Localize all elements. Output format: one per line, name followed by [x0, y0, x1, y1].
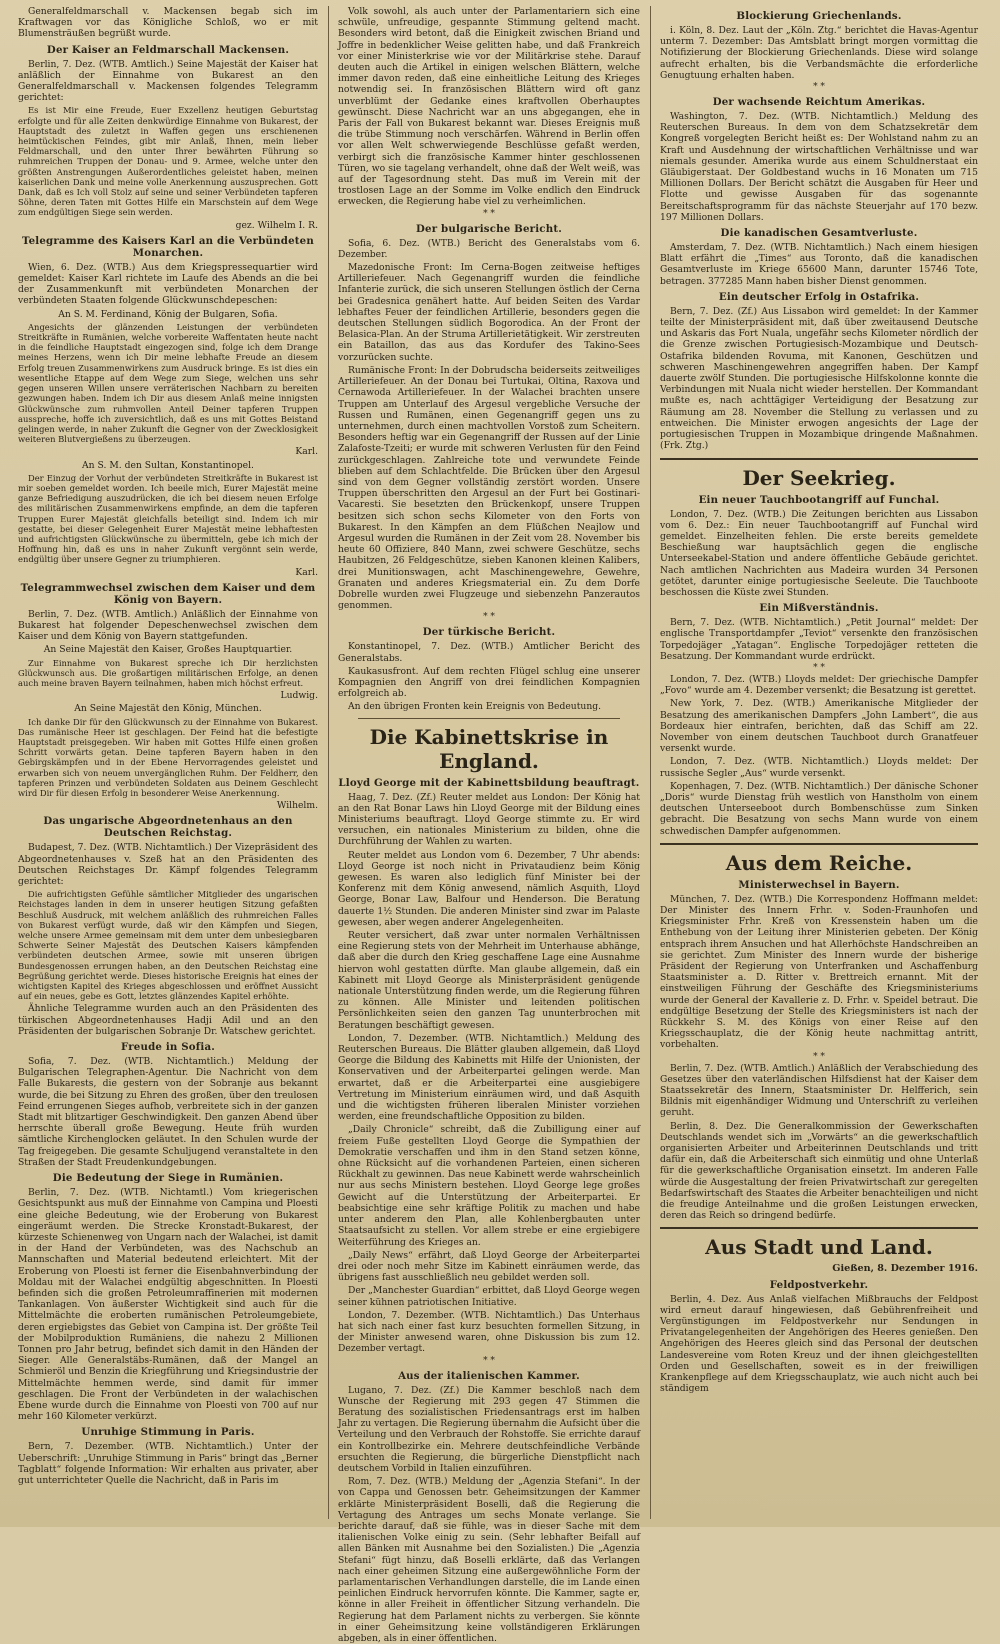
article-paragraph: London, 7. Dezember. (WTB. Nichtamtlich.) Das Unterhaus hat sich nach einer fast kurz besuchten formellen Sitzung, in der Minister anwesend waren, ohne Diskussion bis zum 12. Dezember vertagt.	[338, 1309, 640, 1355]
article-paragraph: Bern, 7. Dezember. (WTB. Nichtamtlich.) Unter der Ueberschrift: „Unruhige Stimmung in Paris“ bringt das „Berner Tagblatt“ folgende Information: Wir erhalten aus privater, aber gut unterrichteter Quelle die Nachricht, daß in Paris im	[18, 1441, 318, 1486]
quoted-telegram: Der Einzug der Vorhut der verbündeten Streitkräfte in Bukarest ist mir soeben gemeldet worden. Ich beeile mich, Eurer Majestät meine ganze Befriedigung auszudrücken, die ich bei diesem neuen Erfolge des militärischen Zusammenwirkens empfinde, an dem die tapferen Truppen Eurer Majestät gleichfalls beteiligt sind. Indem ich mir gestatte, bei dieser Gelegenheit Eurer Majestät meine lebhaftesten und aufrichtigsten Glückwünsche zu übermitteln, gebe ich mich der Hoffnung hin, daß es uns in naher Zukunft vergönnt sein werde, endgültig über unsere Gegner zu triumphieren.	[18, 472, 318, 565]
address-line: An Seine Majestät den Kaiser, Großes Hauptquartier.	[43, 644, 293, 656]
article-headline: Unruhige Stimmung in Paris.	[81, 1426, 255, 1439]
separator-asterisks: * *	[483, 208, 495, 219]
article-headline: Der wachsende Reichtum Amerikas.	[712, 96, 926, 109]
article-paragraph: Ähnliche Telegramme wurden auch an den Präsidenten des türkischen Abgeordnetenhauses Hadji Adil und an den Präsidenten der bulgarischen Sobranje Dr. Watschew gerichtet.	[18, 1003, 318, 1037]
section-headline: Der Seekrieg.	[742, 465, 896, 490]
article-paragraph: Rumänische Front: In der Dobrudscha beiderseits zeitweiliges Artilleriefeuer. An der Donau bei Turtukai, Oltina, Raxova und Cernawoda Artilleriefeuer. In der Walachei brachten unsere Truppen am Unterlauf des Argesul vergebliche Versuche der Russen und Rumänen, einen Gegenangriff gegen uns zu unternehmen, durch einen machtvollen Vorstoß zum Scheitern. Besonders heftig war ein Gegenangriff der Russen auf der Linie Zalafoste-Tzeiti; er wurde mit schweren Verlusten für den Feind zurückgeschlagen. Zahlreiche tote und verwundete Feinde blieben auf dem Schlachtfelde. Die Brücken über den Argesul sind von dem Gegner vollständig zerstört worden. Unsere Truppen überschritten den Argesul an der Furt bei Gostinari-Vacaresti. Sie besetzten den Brückenkopf, unsere Truppen besitzen sich schon sechs Kilometer von den Forts von Bukarest. In den Kämpfen an dem Flüßchen Neajlow und Argesul wurden die Rumänen in der Zeit vom 28. November bis heute 60 Offiziere, 840 Mann, zwei schwere Geschütze, sechs Haubitzen, 26 Feldgeschütze, sieben Kanonen kleinen Kalibers, drei Munitionswagen, acht Maschinengewehre, Gewehre, Granaten und anderes Kriegsmaterial ein. Zu dem Dorfe Dobrelle wurden zwei Flugzeuge und siebenzehn Panzerautos genommen.	[338, 364, 640, 612]
article-headline: Die Bedeutung der Siege in Rumänien.	[52, 1172, 284, 1185]
section-headline: Aus dem Reiche.	[725, 850, 913, 875]
signature-line: Karl.	[295, 566, 318, 578]
article-paragraph: New York, 7. Dez. (WTB.) Amerikanische Mitglieder der Besatzung des amerikanischen Dampfers „John Lambert“, die aus Bordeaux hier eintrafen, berichten, daß das Schiff am 22. November von einem deutschen Tauchboot durch Granatfeuer versenkt wurde.	[660, 698, 978, 755]
column-divider-2	[650, 6, 651, 1519]
article-paragraph: Reuter versichert, daß zwar unter normalen Verhältnissen eine Regierung stets von der Mehrheit im Unterhause abhänge, daß aber die durch den Krieg geschaffene Lage eine Ausnahme hiervon wohl gestatten dürfte. Man glaube allgemein, daß ein Kabinett mit Lloyd George als Ministerpräsident genügende nationale Unterstützung finden werde, um die Regierung führen zu können. Alle Minister und leitenden politischen Persönlichkeiten seien den ganzen Tag ununterbrochen mit Beratungen beschäftigt gewesen.	[338, 930, 640, 1031]
article-paragraph: Budapest, 7. Dez. (WTB. Nichtamtlich.) Der Vizepräsident des Abgeordnetenhauses v. Szeß hat an den Präsidenten des Deutschen Reichstages Dr. Kämpf folgendes Telegramm gerichtet:	[18, 842, 318, 888]
article-headline: Ein Mißverständnis.	[759, 602, 879, 615]
quoted-telegram: Ich danke Dir für den Glückwunsch zu der Einnahme von Bukarest. Das rumänische Heer ist geschlagen. Der Feind hat die befestigte Hauptstadt preisgegeben. Wir haben mit Gottes Hilfe einen großen Schritt vorwärts getan. Deine tapferen Bayern haben in den Gebirgskämpfen und in der Ebene Hervorragendes geleistet und erwarben sich von neuem unvergänglichen Ruhm. Der Feldherr, den tapferen Prinzen und verbündeten Soldaten aus Deinem Geschlecht wird Dir für diesen Erfolg in besonderer Weise Anerkennung.	[18, 716, 318, 798]
article-paragraph: Wien, 6. Dez. (WTB.) Aus dem Kriegspressequartier wird gemeldet: Kaiser Karl richtete im Laufe des Abends an die bei der Zusammenkunft mit verbündeten Monarchen der verbündeten Staaten folgende Glückwunschdepeschen:	[18, 261, 318, 307]
signature-line: Wilhelm.	[276, 800, 318, 812]
article-paragraph: London, 7. Dez. (WTB.) Lloyds meldet: Der griechische Dampfer „Fovo“ wurde am 4. Dezember versenkt; die Besatzung ist gerettet.	[660, 673, 978, 697]
article-paragraph: An den übrigen Fronten kein Ereignis von Bedeutung.	[348, 701, 602, 713]
column-1	[18, 6, 318, 1521]
address-line: An S. M. den Sultan, Konstantinopel.	[82, 459, 254, 471]
article-headline: Ein neuer Tauchbootangriff auf Funchal.	[698, 493, 940, 506]
address-line: An S. M. Ferdinand, König der Bulgaren, Sofia.	[58, 308, 278, 320]
separator-asterisks: * *	[813, 1051, 825, 1062]
article-headline: Ministerwechsel in Bayern.	[738, 878, 900, 891]
column-2	[338, 6, 640, 1644]
section-headline: Die Kabinettskrise in England.	[369, 724, 609, 773]
article-headline: Der bulgarische Bericht.	[416, 222, 562, 235]
article-paragraph: Lugano, 7. Dez. (Zf.) Die Kammer beschloß nach dem Wunsche der Regierung mit 293 gegen 47 Stimmen die Beratung des sozialistischen Friedensantrags erst im halben Jahr zu vertagen. Die Regierung übernahm die Aufsicht über die Verteilung und den Verbrauch der Rohstoffe. Sie errichte darauf ein Kontrollbezirke ein. Mehrere deutschfeindliche Verbände ersuchten die Regierung, die bürgerliche Dienstpflicht nach deutschem Vorbild in Italien einzuführen.	[338, 1384, 640, 1474]
article-headline: Telegrammwechsel zwischen dem Kaiser und dem König von Bayern.	[20, 581, 316, 606]
article-paragraph: Der „Manchester Guardian“ erbittet, daß Lloyd George wegen seiner kühnen patriotischen Initiative.	[338, 1285, 640, 1308]
article-paragraph: Sofia, 6. Dez. (WTB.) Bericht des Generalstabs vom 6. Dezember.	[338, 237, 640, 260]
article-paragraph: Reuter meldet aus London vom 6. Dezember, 7 Uhr abends: Lloyd George ist noch nicht in Privataudienz beim König gewesen. Es waren also lediglich fünf Minister bei der Konferenz mit dem König anwesend, nämlich Asquith, Lloyd George, Bonar Law, Balfour und Henderson. Die Beratung dauerte 1½ Stunden. Die anderen Minister sind zwar im Palaste gewesen, aber wegen anderer Angelegenheiten.	[338, 849, 640, 928]
section-divider	[660, 1227, 978, 1229]
signature-line: Karl.	[295, 446, 318, 458]
article-paragraph: London, 7. Dezember. (WTB. Nichtamtlich.) Meldung des Reuterschen Bureaus. Die Blätter glauben allgemein, daß Lloyd George die Bildung des Kabinetts mit Hilfe der Unionisten, der Konservativen und der Arbeiterpartei gelingen werde. Man erwartet, daß er die Arbeiterpartei eine ausgiebigere Vertretung im Ministerium einräumen wird, und daß Asquith und die wichtigsten früheren liberalen Minister vorziehen werden, eine freundschaftliche Opposition zu bilden.	[338, 1032, 640, 1123]
thin-divider	[358, 718, 620, 719]
article-paragraph: Berlin, 7. Dez. (WTB. Amtlich.) Seine Majestät der Kaiser hat anläßlich der Einnahme von Bukarest an den Generalfeldmarschall v. Mackensen folgendes Telegramm gerichtet:	[18, 58, 318, 104]
article-paragraph: Rom, 7. Dez. (WTB.) Meldung der „Agenzia Stefani“. In der von Cappa und Genossen betr. Geheimsitzungen der Kammer erklärte Ministerpräsident Boselli, daß die Regierung die Vertagung des Antrages um sechs Monate verlange. Sie berichte darauf, daß sie fühle, was in dieser Sache mit dem italienischen Volke einig zu sein. (Sehr lebhafter Beifall auf allen Bänken mit Ausnahme bei den Sozialisten.) Die „Agenzia Stefani“ fügt hinzu, daß Boselli erklärte, daß das Verlangen nach einer geheimen Sitzung eine außergewöhnliche Form der parlamentarischen Verhandlungen darstelle, die im Lande einen peinlichen Eindruck hervorrufen könnte. Die Kammer, sagte er, könne in aller Freiheit in öffentlicher Sitzung verhandeln. Die Regierung hat dem Parlament nichts zu verbergen. Sie könnte in einer Geheimsitzung keine vollständigeren Erklärungen abgeben, als in einer öffentlichen.	[338, 1476, 640, 1644]
article-headline: Der Kaiser an Feldmarschall Mackensen.	[46, 43, 290, 56]
article-headline: Lloyd George mit der Kabinettsbildung beauftragt.	[338, 776, 640, 789]
section-divider	[660, 843, 978, 845]
separator-asterisks: * *	[813, 82, 825, 93]
article-paragraph: Berlin, 8. Dez. Die Generalkommission der Gewerkschaften Deutschlands wendet sich im „Vorwärts“ an die gewerkschaftlich organisierten Arbeiter und Arbeiterinnen Deutschlands und tritt dafür ein, daß die Arbeiterschaft sich einmütig und ohne Unterlaß für die gewerkschaftliche Organisation einsetzt. Im anderen Falle würde die Ausgestaltung der freien Privatwirtschaft zur geregelten Bedarfswirtschaft des Staates die Arbeiter benachteiligen und nicht die freudige Anteilnahme und die großen Leistungen erwecken, deren das Reich so dringend bedürfe.	[660, 1120, 978, 1222]
article-headline: Freude in Sofia.	[120, 1041, 216, 1054]
column-divider-1	[328, 6, 329, 1519]
article-headline: Die kanadischen Gesamtverluste.	[720, 227, 918, 240]
article-headline: Ein deutscher Erfolg in Ostafrika.	[718, 290, 920, 303]
article-paragraph: Mazedonische Front: Im Cerna-Bogen zeitweise heftiges Artilleriefeuer. Nach Gegenangriff wurden die feindliche Infanterie zurück, die sich unseren Stellungen östlich der Cerna bei Gradesnica genähert hatte. Auf beiden Seiten des Vardar lebhaftes Feuer der feindlichen Artillerie, besonders gegen die deutschen Stellungen südlich Bogorodica. An der Front der Belasica-Plan. An der Struma Artillerietätigkeit. Wir zerstreuten ein Bataillon, das aus das Kordufer des Takino-Sees vorzurücken suchte.	[338, 262, 640, 363]
signature-line: Ludwig.	[280, 690, 318, 702]
article-paragraph: i. Köln, 8. Dez. Laut der „Köln. Ztg.“ berichtet die Havas-Agentur unterm 7. Dezember: Das Amtsblatt bringt morgen vormittag die Notifizierung der Blockierung Griechenlands. Diese wird solange aufrecht erhalten, bis die Verbandsmächte die erforderliche Genugtuung erhalten haben.	[660, 25, 978, 81]
article-paragraph: „Daily Chronicle“ schreibt, daß die Zubilligung einer auf freiem Fuße gestellten Lloyd George die Sympathien der Demokratie verschaffen und ihm in den Stand setzen könne, ohne Rücksicht auf die vorhandenen Parteien, einen sicheren Rückhalt zu gewinnen. Das neue Kabinett werde wahrscheinlich nur aus sechs Ministern bestehen. Lloyd George lege großes Gewicht auf die Unterstützung der Arbeiterpartei. Er beabsichtige eine sehr kräftige Politik zu machen und habe unter anderem den Plan, alle Kohlenbergbauten unter Staatsaufsicht zu stellen. Vor allem strebe er eine ergiebigere Weiterführung des Krieges an.	[338, 1124, 640, 1248]
article-paragraph: Haag, 7. Dez. (Zf.) Reuter meldet aus London: Der König hat an den Rat Bonar Laws hin Lloyd George mit der Bildung eines Ministeriums beauftragt. Lloyd George stimmte zu. Er wird versuchen, ein nationales Ministerium zu bilden, ohne die Durchführung der Wahlen zu warten.	[338, 791, 640, 848]
article-headline: Feldpostverkehr.	[769, 1278, 869, 1291]
dateline: Gießen, 8. Dezember 1916.	[832, 1263, 978, 1275]
signature-line: gez. Wilhelm I. R.	[235, 219, 318, 231]
quoted-telegram: Angesichts der glänzenden Leistungen der verbündeten Streitkräfte in Rumänien, welche vorbereite Waffentaten heute nacht in die feindliche Hauptstadt eingezogen sind, folge ich dem Drange meines Herzens, wenn ich Dir meine lebhafte Freude an diesem Erfolg treuen Zusammenwirkens zum Ausdruck bringe. Es ist dies ein wesentliche Etappe auf dem Wege zum Siege, welchen uns sehr gegen unseren Willen unsere verräterischen Nachbarn zu bereiten gezwungen haben. Indem ich Dir aus diesem Anlaß meine innigsten Glückwünsche zum ruhmvollen Anteil Deiner tapferen Truppen ausspreche, hoffe ich zuversichtlich, daß es uns mit Gottes Beistand gelingen werde, in naher Zukunft die Gegner von der Zwecklosigkeit weiteren Blutvergießens zu überzeugen.	[18, 321, 318, 445]
article-paragraph: Bern, 7. Dez. (WTB. Nichtamtlich.) „Petit Journal“ meldet: Der englische Transportdampfer „Teviot“ versenkte den französischen Torpedojäger „Yatagan“. Englische Torpedojäger retteten die Besatzung. Der Kommandant wurde erdrückt.	[660, 617, 978, 662]
article-paragraph: Konstantinopel, 7. Dez. (WTB.) Amtlicher Bericht des Generalstabs.	[338, 641, 640, 664]
article-paragraph: Amsterdam, 7. Dez. (WTB. Nichtamtlich.) Nach einem hiesigen Blatt erfährt die „Times“ aus Toronto, daß die kanadischen Gesamtverluste im Kriege 65600 Mann, darunter 15746 Tote, betragen. 377285 Mann haben bisher Dienst genommen.	[660, 242, 978, 287]
article-paragraph: Volk sowohl, als auch unter der Parlamentariern sich eine schwüle, unfreudige, gespannte Stimmung geltend macht. Besonders wird betont, daß die Einigkeit zwischen Briand und Joffre in bedenklicher Weise gelitten habe, und daß Frankreich vor einer Ministerkrise wie vor der Militärkrise stehe. Darauf deuten auch die Artikel in einigen welschen Blättern, welche immer davon reden, daß eine einheitliche Leitung des Krieges notwendig sei. In französischen Blättern wird oft ganz unverblümt der Gedanke eines kraftvollen Oberhauptes gewünscht. Diese Nachricht war an uns abgegangen, ehe in Paris der Fall von Bukarest bekannt war. Dieses Ereignis muß die trübe Stimmung noch verschärfen. Während in Berlin offen vor allen Welt schwerwiegende Beschlüsse gefaßt werden, verbirgt sich die französische Kammer hinter geschlossenen Türen, wo sie tagelang verhandelt, ohne daß der Welt weiß, was auf der Tagesordnung steht. Das muß im Verein mit der trostlosen Lage an der Somme im Volke endlich den Eindruck erwecken, die Regierung habe viel zu verheimlichen.	[338, 6, 640, 208]
article-paragraph: London, 7. Dez. (WTB. Nichtamtlich.) Lloyds meldet: Der russische Segler „Aus“ wurde versenkt.	[660, 756, 978, 779]
article-paragraph: Bern, 7. Dez. (Zf.) Aus Lissabon wird gemeldet: In der Kammer teilte der Ministerpräsident mit, daß über zweitausend Deutsche und Askaris das Fort Nuala, ungefähr sechs Kilometer nördlich der die Grenze zwischen Portugiesisch-Mozambique und Deutsch-Ostafrika bildenden Rovuma, mit Kanonen, Geschützen und schweren Maschinengewehren angegriffen haben. Der Kampf dauerte zwölf Stunden. Die portugiesische Hilfskolonne konnte die Verbindungen mit Nuala nicht wieder herstellen. Der Kommandant mußte es, nach achttägiger Verteidigung der Besatzung zur Räumung am 28. November die Stellung zu verlassen und zu entweichen. Die Minister erwogen angesichts der Lage der portugiesischen Truppen in Mozambique dringende Maßnahmen. (Frk. Ztg.)	[660, 305, 978, 452]
article-headline: Blockierung Griechenlands.	[736, 10, 902, 22]
article-headline: Der türkische Bericht.	[422, 626, 556, 639]
article-paragraph: München, 7. Dez. (WTB.) Die Korrespondenz Hoffmann meldet: Der Minister des Innern Frhr. v. Soden-Fraunhofen und Kriegsminister Frhr. Kreß von Kressenstein haben um die Enthebung von der Leitung ihrer Ministerien gebeten. Der König entsprach ihrem Ansuchen und hat Allerhöchste Handschreiben an sie gerichtet. Zum Minister des Innern wurde der bisherige Präsident der Regierung von Unterfranken und Aschaffenburg Staatsminister a. D. Ritter v. Brettreich ernannt. Mit der einstweiligen Führung der Geschäfte des Kriegsministeriums wurde der General der Kavallerie z. D. Frhr. v. Speidel betraut. Die endgültige Besetzung der Stelle des Kriegsministers ist nach der Rückkehr S. M. des Königs von einer Reise auf den Kriegsschauplatz, die der König heute nachmittag antritt, vorbehalten.	[660, 893, 978, 1051]
separator-asterisks: * *	[483, 612, 495, 623]
article-paragraph: Berlin, 4. Dez. Aus Anlaß vielfachen Mißbrauchs der Feldpost wird erneut darauf hingewiesen, daß Gebührenfreiheit und Vergünstigungen im Feldpostverkehr nur Sendungen in Privatangelegenheiten der Angehörigen des Heeres genießen. Den Angehörigen des Heeres gleich sind das Personal der deutschen Landesvereine vom Roten Kreuz und der ihnen gleichgestellten Orden und Gesellschaften, soweit es in der freiwilligen Krankenpflege auf dem Kriegsschauplatz, wie auch nicht auch bei ständigem	[660, 1293, 978, 1395]
article-paragraph: Berlin, 7. Dez. (WTB. Amtlich.) Anläßlich der Verabschiedung des Gesetzes über den vaterländischen Hilfsdienst hat der Kaiser dem Staatssekretär des Innern, Staatsminister Dr. Helfferich, sein Bildnis mit eigenhändiger Widmung und Unterschrift zu verleihen geruht.	[660, 1062, 978, 1119]
quoted-telegram: Die aufrichtigsten Gefühle sämtlicher Mitglieder des ungarischen Reichstages landen in dem in unserer heutigen Sitzung gefaßten Beschluß Ausdruck, mit welchem anläßlich des ruhmreichen Falles von Bukarest verfügt wurde, daß wir den Kämpfen und Siegen, welche unsere Armee gemeinsam mit dem unter dem unbesiegbaren Schwerte Seiner Majestät des Deutschen Kaisers kämpfenden verbündeten deutschen Armee, sowie mit unseren übrigen Bundesgenossen errungen haben, an den Deutschen Reichstag eine Begrüßung gerichtet werde. Dieses historische Ereignis hat eines der wichtigsten Kapitel des Krieges abgeschlossen und eröffnet Aussicht auf ein neues, gebe es Gott, letztes glänzendes Kapitel erhöhte.	[18, 889, 318, 1002]
address-line: An Seine Majestät den König, München.	[74, 703, 262, 715]
article-headline: Aus der italienischen Kammer.	[398, 1369, 580, 1382]
article-paragraph: London, 7. Dez. (WTB.) Die Zeitungen berichten aus Lissabon vom 6. Dez.: Ein neuer Tauchbootangriff auf Funchal wird gemeldet. Einzelheiten fehlen. Die erste bereits gemeldete Beschießung war hauptsächlich gegen die englische Unterseekabel-Station und andere öffentliche Gebäude gerichtet. Nach amtlichen Nachrichten aus Madeira wurden 34 Personen getötet, darunter einige portugiesische Seeleute. Die Tauchboote beschossen die Küste zwei Stunden.	[660, 508, 978, 598]
article-headline: Telegramme des Kaisers Karl an die Verbündeten Monarchen.	[22, 234, 314, 259]
article-paragraph: Generalfeldmarschall v. Mackensen begab sich im Kraftwagen vor das Königliche Schloß, wo er mit Blumensträußen begrüßt wurde.	[18, 6, 318, 40]
column-3	[660, 6, 978, 1521]
quoted-telegram: Zur Einnahme von Bukarest spreche ich Dir herzlichsten Glückwunsch aus. Die großartigen militärischen Erfolge, an denen auch meine braven Bayern teilnahmen, haben mich höchst erfreut.	[18, 657, 318, 688]
section-divider	[660, 458, 978, 460]
article-paragraph: Berlin, 7. Dez. (WTB. Nichtamtl.) Vom kriegerischen Gesichtspunkt aus muß der Einnahme von Campina und Ploesti eine gleiche Bedeutung, wie der Eroberung von Bukarest eingeräumt werden. Die Strecke Kronstadt-Bukarest, der kürzeste Schienenweg von Ungarn nach der Walachei, ist damit in der Hand der Verbündeten, was des Nachschub an Mannschaften und Material bedeutend erleichtert. Mit der Eroberung von Ploesti ist ferner die Eisenbahnverbindung der Moldau mit der Walachei endgültig abgeschnitten. In Ploesti befinden sich die großen Petroleumraffinerien mit modernen Tankanlagen. Von äußerster Wichtigkeit sind auch für die Mittelmächte die eroberten rumänischen Petroleumgebiete, deren ergiebigstes das Gebiet von Campina ist. Der größte Teil der Mobilproduktion Rumäniens, die nahezu 2 Millionen Tonnen pro Jahr betrug, befindet sich damit in den Händen der Sieger. Alle Generalstäbs-Rumänen, daß der Mangel an Schmieröl und Benzin die Kriegführung und Kriegsindustrie der Mittelmächte hemmen werde, sind damit für immer geschlagen. Die Front der Verbündeten in der walachischen Ebene wurde durch die Einnahme von Ploesti von 700 auf nur mehr 160 Kilometer verkürzt.	[18, 1187, 318, 1423]
separator-asterisks: * *	[813, 662, 825, 673]
section-headline: Aus Stadt und Land.	[705, 1235, 933, 1260]
separator-asterisks: * *	[483, 1355, 495, 1366]
article-paragraph: Kaukasusfront. Auf dem rechten Flügel schlug eine unserer Kompagnien den Angriff von drei feindlichen Kompagnien erfolgreich ab.	[338, 665, 640, 700]
article-paragraph: Washington, 7. Dez. (WTB. Nichtamtlich.) Meldung des Reuterschen Bureaus. In dem von dem Schatzsekretär dem Kongreß vorgelegten Bericht heißt es: Der Wohlstand nahm zu an Kraft und Ausdehnung der wirtschaftlichen Verhältnisse und war niemals gesunder. Amerika wurde aus einem Schuldnerstaat ein Gläubigerstaat. Der Goldbestand wuchs in 16 Monaten um 715 Millionen Dollars. Der Bericht schätzt die Ausgaben für Heer und Flotte und gewisse Ausgaben für das sogenannte Bereitschaftsprogramm für das nächste Steuerjahr auf 170 bezw. 197 Millionen Dollars.	[660, 111, 978, 223]
article-paragraph: Kopenhagen, 7. Dez. (WTB. Nichtamtlich.) Der dänische Schoner „Doris“ wurde Dienstag früh westlich von Hanstholm von einem deutschen Unterseeboot durch Bombenschüsse zum Sinken gebracht. Die Besatzung von sechs Mann wurde von einem schwedischen Dampfer aufgenommen.	[660, 780, 978, 837]
article-paragraph: Berlin, 7. Dez. (WTB. Amtlich.) Anläßlich der Einnahme von Bukarest hat folgender Depeschenwechsel zwischen dem Kaiser und dem König von Bayern stattgefunden.	[18, 608, 318, 643]
article-paragraph: „Daily News“ erfährt, daß Lloyd George der Arbeiterpartei drei oder noch mehr Sitze im Kabinett einräumen werde, das übrigens fast ausschließlich neu gebildet werden soll.	[338, 1249, 640, 1284]
quoted-telegram: Es ist Mir eine Freude, Euer Exzellenz heutigen Geburtstag erfolgte und für alle Zeiten denkwürdige Einnahme von Bukarest, der Hauptstadt des zuletzt in Waffen gegen uns erschienenen heimtückischen Feindes, gibt mir Anlaß, Ihnen, mein lieber Feldmarschall, und den unter Ihrer bewährten Führung so ruhmreichen Truppen der Donau- und 9. Armee, welche unter den größten Anstrengungen Außerordentliches geleistet haben, meinen kaiserlichen Dank und meine volle Anerkennung auszusprechen. Gott Dank, daß es Ich voll Stolz auf seine und seiner Verbündeten tapferen Söhne, deren Taten mit Gottes Hilfe ein Marschstein auf dem Wege zum endgültigen Siege sein werden.	[18, 105, 318, 218]
article-paragraph: Sofia, 7. Dez. (WTB. Nichtamtlich.) Meldung der Bulgarischen Telegraphen-Agentur. Die Nachricht von dem Falle Bukarests, die gestern von der Sobranje aus bekannt wurde, die bei Sitzung zu Ehren des großen, über den treulosen Feind errungenen Sieges aufhob, verbreitete sich in der ganzen Stadt mit blitzartiger Geschwindigkeit. Den ganzen Abend über herrschte überall große Bewegung. Heute früh wurden sämtliche Kirchenglocken geläutet. In den Schulen wurde der Tag freigegeben. Die gesamte Schuljugend veranstaltete in den Straßen der Stadt Freudenkundgebungen.	[18, 1056, 318, 1168]
article-headline: Das ungarische Abgeordnetenhaus an den Deutschen Reichstag.	[43, 815, 293, 840]
